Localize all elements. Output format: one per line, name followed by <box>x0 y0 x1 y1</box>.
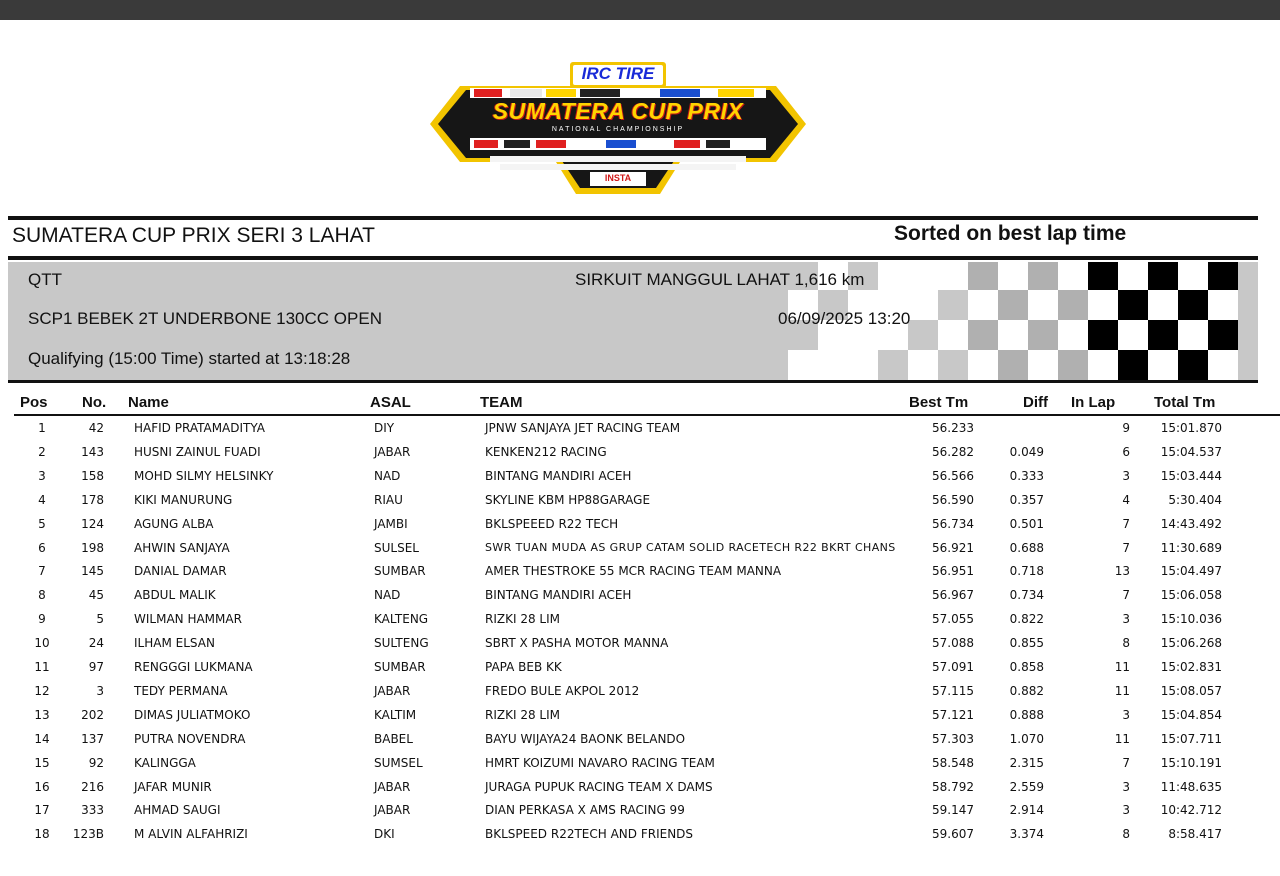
cell-total: 15:02.831 <box>1160 660 1222 674</box>
checker-square <box>1028 262 1058 290</box>
checker-square <box>1118 350 1148 380</box>
cell-pos: 16 <box>34 779 50 794</box>
cell-pos: 13 <box>34 707 50 722</box>
cell-best: 56.282 <box>932 444 974 459</box>
col-header-team: TEAM <box>480 394 523 411</box>
cell-team: RIZKI 28 LIM <box>485 707 560 722</box>
cell-asal: JABAR <box>374 803 411 818</box>
checker-square <box>968 290 998 320</box>
cell-total: 8:58.417 <box>1168 827 1222 842</box>
cell-pos: 3 <box>38 468 46 483</box>
cell-team: KENKEN212 RACING <box>485 444 607 459</box>
cell-inlap: 7 <box>1122 588 1130 603</box>
cell-no: 45 <box>88 588 104 603</box>
cell-total: 15:10.191 <box>1160 755 1222 770</box>
cell-name: PUTRA NOVENDRA <box>134 731 246 746</box>
cell-no: 198 <box>81 540 104 555</box>
cell-team: BKLSPEEED R22 TECH <box>485 516 619 531</box>
cell-diff: 0.855 <box>1009 636 1044 651</box>
cell-total: 14:43.492 <box>1160 516 1222 531</box>
cell-name: RENGGGI LUKMANA <box>134 660 253 674</box>
cell-best: 56.590 <box>932 492 974 507</box>
cell-best: 57.115 <box>932 683 974 698</box>
cell-name: KIKI MANURUNG <box>134 492 233 507</box>
cell-pos: 5 <box>38 516 46 531</box>
table-row <box>0 822 1280 846</box>
cell-best: 58.548 <box>932 755 974 770</box>
cell-pos: 7 <box>38 564 46 579</box>
cell-diff: 0.501 <box>1009 516 1044 531</box>
cell-asal: SUMBAR <box>374 564 426 579</box>
cell-total: 15:04.497 <box>1160 564 1222 579</box>
checker-square <box>1058 350 1088 380</box>
cell-name: DIMAS JULIATMOKO <box>134 707 251 722</box>
cell-pos: 4 <box>38 492 46 507</box>
checker-square <box>818 350 848 380</box>
checker-square <box>998 290 1028 320</box>
cell-name: AGUNG ALBA <box>134 516 214 531</box>
cell-no: 145 <box>81 564 104 579</box>
cell-diff: 2.559 <box>1009 779 1044 794</box>
cell-diff: 0.688 <box>1009 540 1044 555</box>
cell-asal: RIAU <box>374 492 403 507</box>
cell-total: 10:42.712 <box>1160 803 1222 818</box>
cell-inlap: 9 <box>1122 421 1130 435</box>
checker-square <box>1028 350 1058 380</box>
cell-name: DANIAL DAMAR <box>134 564 227 579</box>
cell-pos: 17 <box>34 803 50 818</box>
checker-square <box>1148 320 1178 350</box>
cell-asal: SULSEL <box>374 540 419 555</box>
checker-square <box>848 350 878 380</box>
table-row <box>0 464 1280 488</box>
checker-square <box>938 262 968 290</box>
cell-inlap: 3 <box>1122 468 1130 483</box>
checker-square <box>1088 350 1118 380</box>
checker-square <box>1148 350 1178 380</box>
header-top-rule <box>8 216 1258 220</box>
cell-name: KALINGGA <box>134 755 196 770</box>
cell-best: 56.566 <box>932 468 974 483</box>
cell-diff: 0.858 <box>1009 660 1044 674</box>
cell-no: 178 <box>81 492 104 507</box>
cell-total: 15:10.036 <box>1160 612 1222 627</box>
cell-best: 59.147 <box>932 803 974 818</box>
table-row <box>0 798 1280 822</box>
cell-no: 202 <box>81 707 104 722</box>
col-header-diff: Diff <box>1023 394 1048 411</box>
cell-name: WILMAN HAMMAR <box>134 612 242 627</box>
cell-name: HUSNI ZAINUL FUADI <box>134 444 261 459</box>
cell-total: 15:07.711 <box>1160 731 1222 746</box>
col-header-total: Total Tm <box>1154 394 1216 411</box>
cell-diff: 2.914 <box>1009 803 1044 818</box>
cell-total: 15:01.870 <box>1160 421 1222 435</box>
cell-inlap: 3 <box>1122 803 1130 818</box>
session-description: Qualifying (15:00 Time) started at 13:18:28 <box>28 349 351 368</box>
col-header-inlap: In Lap <box>1071 394 1116 411</box>
checker-square <box>1058 320 1088 350</box>
checker-square <box>878 262 908 290</box>
cell-diff: 0.734 <box>1009 588 1044 603</box>
cell-pos: 10 <box>34 636 50 651</box>
table-row <box>0 631 1280 655</box>
table-row <box>0 488 1280 512</box>
checker-square <box>998 320 1028 350</box>
cell-team: HMRT KOIZUMI NAVARO RACING TEAM <box>485 755 715 770</box>
checker-square <box>998 262 1028 290</box>
cell-team: SBRT X PASHA MOTOR MANNA <box>485 636 669 651</box>
cell-asal: NAD <box>374 588 401 603</box>
cell-asal: JABAR <box>374 683 411 698</box>
table-row <box>0 583 1280 607</box>
cell-team: DIAN PERKASA X AMS RACING 99 <box>485 803 685 818</box>
cell-pos: 9 <box>38 612 46 627</box>
cell-team: BINTANG MANDIRI ACEH <box>485 588 632 603</box>
table-row <box>0 679 1280 703</box>
cell-name: M ALVIN ALFAHRIZI <box>134 827 248 842</box>
cell-inlap: 3 <box>1122 779 1130 794</box>
cell-asal: DKI <box>374 827 395 842</box>
cell-best: 57.055 <box>932 612 974 627</box>
cell-team: SWR TUAN MUDA AS GRUP CATAM SOLID RACETECH R22 BKRT CHANS <box>485 540 896 554</box>
cell-no: 42 <box>88 421 104 435</box>
cell-team: BINTANG MANDIRI ACEH <box>485 468 632 483</box>
event-logo <box>430 58 806 194</box>
cell-best: 56.951 <box>932 564 974 579</box>
cell-no: 143 <box>81 444 104 459</box>
cell-team: SKYLINE KBM HP88GARAGE <box>485 492 651 507</box>
top-bar <box>0 0 1280 20</box>
col-header-no: No. <box>82 394 107 411</box>
cell-asal: NAD <box>374 468 401 483</box>
cell-name: ABDUL MALIK <box>134 588 216 603</box>
cell-no: 137 <box>81 731 104 746</box>
checker-square <box>1088 290 1118 320</box>
cell-inlap: 7 <box>1122 516 1130 531</box>
cell-inlap: 8 <box>1122 636 1130 651</box>
cell-best: 57.121 <box>932 707 974 722</box>
cell-best: 56.967 <box>932 588 974 603</box>
cell-pos: 15 <box>34 755 50 770</box>
cell-total: 15:04.854 <box>1160 707 1222 722</box>
cell-diff: 1.070 <box>1009 731 1044 746</box>
checker-square <box>908 350 938 380</box>
cell-best: 57.088 <box>932 636 974 651</box>
cell-no: 158 <box>81 468 104 483</box>
cell-inlap: 11 <box>1114 683 1130 698</box>
table-row <box>0 416 1280 440</box>
cell-best: 59.607 <box>932 827 974 842</box>
cell-inlap: 3 <box>1122 707 1130 722</box>
cell-pos: 2 <box>38 444 46 459</box>
checker-square <box>998 350 1028 380</box>
sort-label: Sorted on best lap time <box>894 222 1127 245</box>
checker-square <box>1088 262 1118 290</box>
cell-total: 15:03.444 <box>1160 468 1222 483</box>
cell-diff: 0.049 <box>1009 444 1044 459</box>
cell-team: AMER THESTROKE 55 MCR RACING TEAM MANNA <box>485 564 782 579</box>
cell-pos: 8 <box>38 588 46 603</box>
checker-square <box>1118 262 1148 290</box>
cell-inlap: 11 <box>1114 660 1130 674</box>
cell-best: 57.303 <box>932 731 974 746</box>
cell-asal: JABAR <box>374 444 411 459</box>
cell-best: 58.792 <box>932 779 974 794</box>
cell-team: RIZKI 28 LIM <box>485 612 560 627</box>
logo-sponsor: INSTA <box>604 173 632 183</box>
checker-square <box>1208 262 1238 290</box>
checker-square <box>1028 290 1058 320</box>
logo-brand: IRC TIRE <box>581 64 655 83</box>
checker-square <box>1118 290 1148 320</box>
table-row <box>0 727 1280 751</box>
cell-inlap: 8 <box>1122 827 1130 842</box>
cell-asal: JABAR <box>374 779 411 794</box>
checker-square <box>1208 320 1238 350</box>
cell-pos: 6 <box>38 540 46 555</box>
cell-best: 56.233 <box>932 421 974 435</box>
table-row <box>0 703 1280 727</box>
cell-diff: 0.718 <box>1009 564 1044 579</box>
circuit-name: SIRKUIT MANGGUL LAHAT 1,616 km <box>575 270 865 289</box>
cell-best: 57.091 <box>932 660 974 674</box>
cell-name: AHMAD SAUGI <box>134 803 221 818</box>
cell-diff: 0.888 <box>1009 707 1044 722</box>
checker-square <box>1178 262 1208 290</box>
cell-total: 11:48.635 <box>1160 779 1222 794</box>
table-row <box>0 440 1280 464</box>
cell-total: 15:06.058 <box>1160 588 1222 603</box>
cell-asal: KALTENG <box>374 612 429 627</box>
checker-square <box>1028 320 1058 350</box>
cell-total: 15:08.057 <box>1160 683 1222 698</box>
checker-square <box>1148 262 1178 290</box>
checker-square <box>1178 290 1208 320</box>
checker-square <box>1208 290 1238 320</box>
checker-square <box>1058 290 1088 320</box>
cell-team: PAPA BEB KK <box>485 660 562 674</box>
table-row <box>0 775 1280 799</box>
cell-diff: 3.374 <box>1009 827 1044 842</box>
checker-square <box>1118 320 1148 350</box>
col-header-pos: Pos <box>20 394 48 411</box>
session-datetime: 06/09/2025 13:20 <box>778 309 911 328</box>
cell-name: ILHAM ELSAN <box>134 636 215 651</box>
cell-pos: 12 <box>34 683 50 698</box>
checker-square <box>908 290 938 320</box>
cell-asal: SUMSEL <box>374 755 423 770</box>
cell-asal: BABEL <box>374 731 413 746</box>
table-row <box>0 559 1280 583</box>
table-row <box>0 607 1280 631</box>
cell-best: 56.734 <box>932 516 974 531</box>
class-name: SCP1 BEBEK 2T UNDERBONE 130CC OPEN <box>28 309 382 328</box>
cell-name: AHWIN SANJAYA <box>134 540 230 555</box>
col-header-best: Best Tm <box>909 394 969 411</box>
checker-square <box>968 350 998 380</box>
cell-asal: DIY <box>374 421 395 435</box>
cell-name: TEDY PERMANA <box>134 683 228 698</box>
cell-inlap: 6 <box>1122 444 1130 459</box>
cell-inlap: 7 <box>1122 755 1130 770</box>
cell-no: 216 <box>81 779 104 794</box>
checker-square <box>1178 350 1208 380</box>
cell-asal: SULTENG <box>374 636 429 651</box>
cell-no: 333 <box>81 803 104 818</box>
cell-best: 56.921 <box>932 540 974 555</box>
cell-asal: KALTIM <box>374 707 417 722</box>
session-code: QTT <box>28 270 62 289</box>
cell-pos: 14 <box>34 731 50 746</box>
cell-inlap: 3 <box>1122 612 1130 627</box>
cell-asal: SUMBAR <box>374 660 426 674</box>
cell-inlap: 11 <box>1114 731 1130 746</box>
checker-square <box>1148 290 1178 320</box>
cell-inlap: 4 <box>1122 492 1130 507</box>
table-row <box>0 512 1280 536</box>
panel-bottom-rule <box>8 380 1258 383</box>
cell-diff: 0.357 <box>1009 492 1044 507</box>
cell-pos: 18 <box>34 827 50 842</box>
cell-no: 3 <box>96 683 104 698</box>
checker-square <box>788 350 818 380</box>
cell-no: 124 <box>81 516 104 531</box>
table-row <box>0 655 1280 679</box>
logo-title: SUMATERA CUP PRIX <box>492 98 744 124</box>
cell-total: 15:06.268 <box>1160 636 1222 651</box>
cell-team: FREDO BULE AKPOL 2012 <box>485 683 640 698</box>
checker-square <box>1088 320 1118 350</box>
col-header-asal: ASAL <box>370 394 411 411</box>
cell-diff: 0.882 <box>1009 683 1044 698</box>
checker-square <box>938 320 968 350</box>
cell-team: BAYU WIJAYA24 BAONK BELANDO <box>485 731 686 746</box>
cell-total: 11:30.689 <box>1160 540 1222 555</box>
cell-no: 5 <box>96 612 104 627</box>
cell-inlap: 7 <box>1122 540 1130 555</box>
checker-square <box>968 262 998 290</box>
event-title: SUMATERA CUP PRIX SERI 3 LAHAT <box>12 224 375 247</box>
cell-pos: 11 <box>34 660 50 674</box>
checker-square <box>1178 320 1208 350</box>
cell-pos: 1 <box>38 421 46 435</box>
table-row <box>0 536 1280 560</box>
cell-name: HAFID PRATAMADITYA <box>134 421 265 435</box>
checker-square <box>908 262 938 290</box>
checker-square <box>1058 262 1088 290</box>
table-row <box>0 751 1280 775</box>
cell-team: BKLSPEED R22TECH AND FRIENDS <box>485 827 694 842</box>
cell-total: 5:30.404 <box>1168 492 1222 507</box>
cell-no: 92 <box>88 755 104 770</box>
cell-no: 24 <box>88 636 104 651</box>
cell-diff: 2.315 <box>1009 755 1044 770</box>
cell-total: 15:04.537 <box>1160 444 1222 459</box>
session-info-panel <box>8 262 1258 380</box>
logo-subtitle: NATIONAL CHAMPIONSHIP <box>551 126 685 133</box>
cell-no: 97 <box>88 660 104 674</box>
checker-square <box>968 320 998 350</box>
cell-no: 123B <box>72 827 104 842</box>
cell-asal: JAMBI <box>374 516 408 531</box>
cell-name: JAFAR MUNIR <box>134 779 212 794</box>
cell-name: MOHD SILMY HELSINKY <box>134 468 274 483</box>
cell-diff: 0.822 <box>1009 612 1044 627</box>
cell-diff: 0.333 <box>1009 468 1044 483</box>
col-header-name: Name <box>128 394 169 411</box>
cell-team: JURAGA PUPUK RACING TEAM X DAMS <box>485 779 713 794</box>
checker-square <box>1208 350 1238 380</box>
header-bottom-rule <box>8 256 1258 260</box>
cell-inlap: 13 <box>1114 564 1130 579</box>
cell-team: JPNW SANJAYA JET RACING TEAM <box>485 421 681 435</box>
